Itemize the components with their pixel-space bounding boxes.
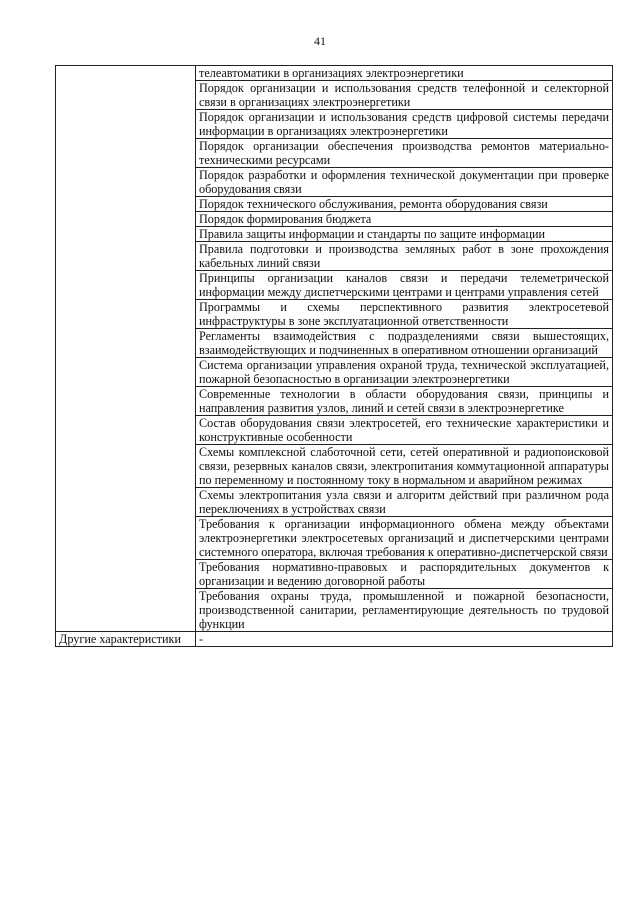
table-cell: Состав оборудования связи электросетей, его технические характеристики и конструктивные особенности [196, 416, 613, 445]
knowledge-table [55, 65, 613, 647]
table-cell: телеавтоматики в организациях электроэнергетики [196, 66, 613, 81]
table-cell: Регламенты взаимодействия с подразделениями связи вышестоящих, взаимодействующих и подчиненных в оперативном отношении организаций [196, 329, 613, 358]
table-cell: Порядок разработки и оформления технической документации при проверке оборудования связи [196, 168, 613, 197]
table-cell: Порядок организации и использования средств цифровой системы передачи информации в организациях электроэнергетики [196, 110, 613, 139]
other-characteristics-value: - [196, 632, 613, 647]
other-characteristics-label: Другие характеристики [56, 632, 196, 647]
table-cell: Схемы комплексной слаботочной сети, сетей оперативной и радиопоисковой связи, резервных каналов связи, электропитания коммутационной аппаратуры по переменному и постоянному току в нормальном и аварийном режимах [196, 445, 613, 488]
table-cell: Система организации управления охраной труда, технической эксплуатацией, пожарной безопасностью в организации электроэнергетики [196, 358, 613, 387]
table-row [56, 66, 613, 81]
table-cell: Схемы электропитания узла связи и алгоритм действий при различном рода переключениях в устройствах связи [196, 488, 613, 517]
table-cell: Принципы организации каналов связи и передачи телеметрической информации между диспетчерскими центрами и центрами управления сетей [196, 271, 613, 300]
table-cell: Правила подготовки и производства земляных работ в зоне прохождения кабельных линий связи [196, 242, 613, 271]
page-number: 41 [314, 34, 326, 48]
table-cell: Требования охраны труда, промышленной и пожарной безопасности, производственной санитарии, регламентирующие деятельность по трудовой функции [196, 589, 613, 632]
table-cell: Порядок формирования бюджета [196, 212, 613, 227]
table-cell: Порядок организации обеспечения производства ремонтов материально-техническими ресурсами [196, 139, 613, 168]
table-cell: Правила защиты информации и стандарты по защите информации [196, 227, 613, 242]
row-label-empty [56, 66, 196, 632]
table-cell: Программы и схемы перспективного развития электросетевой инфраструктуры в зоне эксплуатационной ответственности [196, 300, 613, 329]
table-cell: Современные технологии в области оборудования связи, принципы и направления развития узлов, линий и сетей связи в электроэнергетике [196, 387, 613, 416]
table-row-other [56, 632, 613, 647]
table-cell: Требования к организации информационного обмена между объектами электроэнергетики электросетевых организаций и диспетчерскими центрами системного оператора, включая требования к оперативно-диспетчерской связи [196, 517, 613, 560]
table-cell: Требования нормативно-правовых и распорядительных документов к организации и ведению договорной работы [196, 560, 613, 589]
table-cell: Порядок организации и использования средств телефонной и селекторной связи в организациях электроэнергетики [196, 81, 613, 110]
table-cell: Порядок технического обслуживания, ремонта оборудования связи [196, 197, 613, 212]
